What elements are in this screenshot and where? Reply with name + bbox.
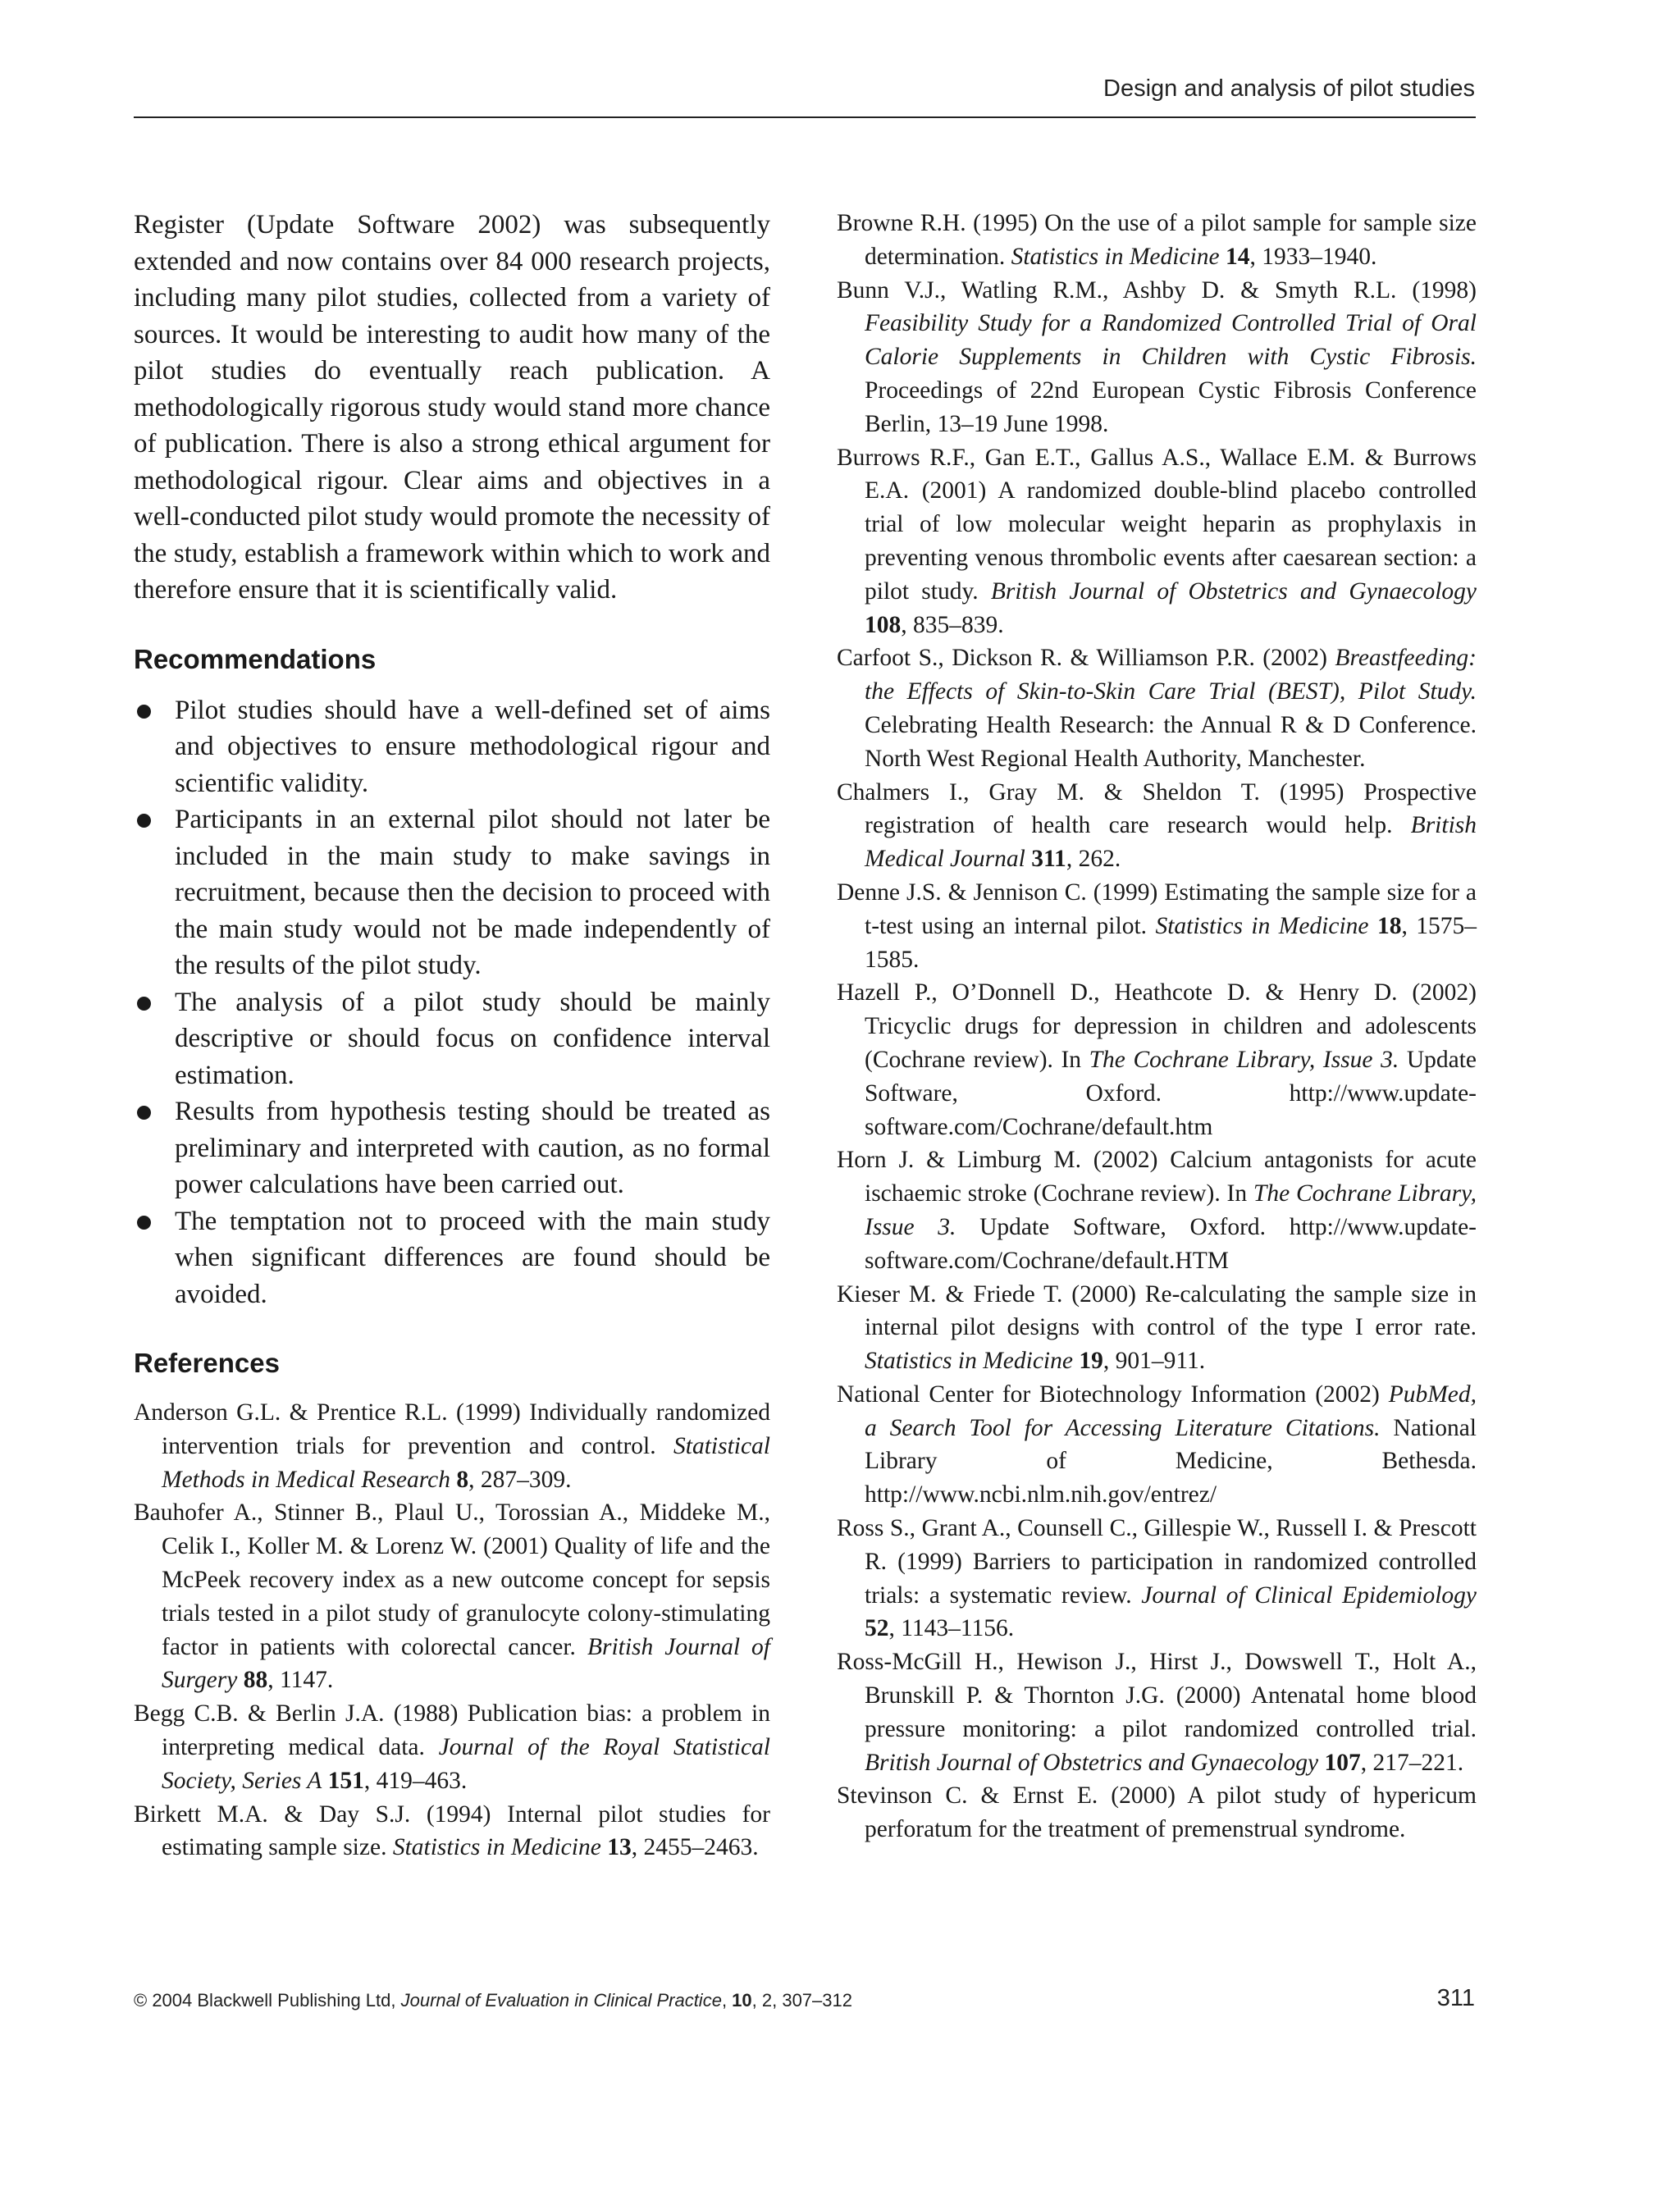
bullet-icon [137, 814, 151, 828]
footer-citation: © 2004 Blackwell Publishing Ltd, Journal of Evaluation in Clinical Practice, 10, 2, 307–312 [134, 1990, 852, 2010]
recommendation-item [134, 984, 770, 1094]
recommendation-item [134, 692, 770, 802]
reference-entry: Bunn V.J., Watling R.M., Ashby D. & Smyth R.L. (1998) Feasibility Study for a Randomized Controlled Trial of Oral Calorie Supplements in Children with Cystic Fibrosis. Proceedings of 22nd European Cystic Fibrosis Conference Berlin, 13–19 June 1998. [837, 276, 1477, 437]
reference-entry: Begg C.B. & Berlin J.A. (1988) Publication bias: a problem in interpreting medical data. Journal of the Royal Statistical Society, Series A 151, 419–463. [134, 1700, 770, 1794]
reference-entry: Ross S., Grant A., Counsell C., Gillespie W., Russell I. & Prescott R. (1999) Barriers to participation in randomized controlled trials: a systematic review. Journal of Clinical Epidemiology 52, 1143–1156. [837, 1515, 1477, 1642]
recommendation-item [134, 1093, 770, 1203]
reference-entry: Burrows R.F., Gan E.T., Gallus A.S., Wallace E.M. & Burrows E.A. (2001) A randomized double-blind placebo controlled trial of low molecular weight heparin as prophylaxis in preventing venous thrombolic events after caesarean section: a pilot study. British Journal of Obstetrics and Gynaecology 108, 835–839. [837, 444, 1477, 638]
running-title: Design and analysis of pilot studies [1103, 75, 1475, 102]
bullet-icon [137, 1216, 151, 1230]
bullet-icon [137, 705, 151, 719]
reference-entry: Ross-McGill H., Hewison J., Hirst J., Dowswell T., Holt A., Brunskill P. & Thornton J.G. (2000) Antenatal home blood pressure monitoring: a pilot randomized controlled trial. British Journal of Obstetrics and Gynaecology 107, 217–221. [837, 1649, 1477, 1776]
recommendation-text: The temptation not to proceed with the main study when significant differences are found should be avoided. [175, 1206, 770, 1309]
reference-entry: National Center for Biotechnology Information (2002) PubMed, a Search Tool for Accessing Literature Citations. National Library of Medicine, Bethesda. http://www.ncbi.nlm.nih.gov/entrez/ [837, 1381, 1477, 1508]
recommendation-item [134, 801, 770, 984]
reference-entry: Horn J. & Limburg M. (2002) Calcium antagonists for acute ischaemic stroke (Cochrane review). In The Cochrane Library, Issue 3. Update Software, Oxford. http://www.update-software.com/Cochrane/default.HTM [837, 1147, 1477, 1274]
reference-entry: Anderson G.L. & Prentice R.L. (1999) Individually randomized intervention trials for prevention and control. Statistical Methods in Medical Research 8, 287–309. [134, 1399, 770, 1493]
left-column [134, 207, 770, 1864]
reference-entry: Carfoot S., Dickson R. & Williamson P.R. (2002) Breastfeeding: the Effects of Skin-to-Skin Care Trial (BEST), Pilot Study. Celebrating Health Research: the Annual R & D Conference. North West Regional Health Authority, Manchester. [837, 645, 1477, 772]
reference-entry: Denne J.S. & Jennison C. (1999) Estimating the sample size for a t-test using an internal pilot. Statistics in Medicine 18, 1575–1585. [837, 879, 1477, 973]
recommendation-text: Participants in an external pilot should not later be included in the main study to make savings in recruitment, because then the decision to proceed with the main study would not be made independently of the results of the pilot study. [175, 805, 770, 980]
reference-entry: Kieser M. & Friede T. (2000) Re-calculating the sample size in internal pilot designs with control of the type I error rate. Statistics in Medicine 19, 901–911. [837, 1280, 1477, 1375]
bullet-icon [137, 1106, 151, 1120]
recommendation-text: The analysis of a pilot study should be mainly descriptive or should focus on confidence interval estimation. [175, 987, 770, 1090]
reference-entry: Hazell P., O’Donnell D., Heathcote D. & Henry D. (2002) Tricyclic drugs for depression in children and adolescents (Cochrane review). In The Cochrane Library, Issue 3. Update Software, Oxford. http://www.update-software.com/Cochrane/default.htm [837, 979, 1477, 1140]
recommendations-heading: Recommendations [134, 643, 377, 674]
bullet-icon [137, 997, 151, 1011]
recommendation-text: Pilot studies should have a well-defined set of aims and objectives to ensure methodological rigour and scientific validity. [175, 695, 770, 798]
header-rule [134, 116, 1476, 118]
intro-paragraph: Register (Update Software 2002) was subsequently extended and now contains over 84 000 research projects, including many pilot studies, collected from a variety of sources. It would be interesting to audit how many of the pilot studies do eventually reach publication. A methodologically rigorous study would stand more chance of publication. There is also a strong ethical argument for methodological rigour. Clear aims and objectives in a well-conducted pilot study would promote the necessity of the study, establish a framework within which to work and therefore ensure that it is scientifically valid. [134, 210, 770, 605]
references-heading: References [134, 1348, 280, 1378]
reference-entry: Bauhofer A., Stinner B., Plaul U., Torossian A., Middeke M., Celik I., Koller M. & Lorenz W. (2001) Quality of life and the McPeek recovery index as a new outcome concept for sepsis trials tested in a pilot study of granulocyte colony-stimulating factor in patients with colorectal cancer. British Journal of Surgery 88, 1147. [134, 1499, 770, 1694]
reference-entry: Browne R.H. (1995) On the use of a pilot sample for sample size determination. Statistics in Medicine 14, 1933–1940. [837, 210, 1477, 270]
recommendation-item [134, 1203, 770, 1313]
recommendations-list [134, 692, 770, 1313]
reference-entry: Stevinson C. & Ernst E. (2000) A pilot study of hypericum perforatum for the treatment of premenstrual syndrome. [837, 1782, 1477, 1843]
reference-entry: Birkett M.A. & Day S.J. (1994) Internal pilot studies for estimating sample size. Statistics in Medicine 13, 2455–2463. [134, 1801, 770, 1861]
recommendation-text: Results from hypothesis testing should be treated as preliminary and interpreted with caution, as no formal power calculations have been carried out. [175, 1097, 770, 1199]
right-column [837, 207, 1477, 1846]
reference-entry: Chalmers I., Gray M. & Sheldon T. (1995) Prospective registration of health care research would help. British Medical Journal 311, 262. [837, 778, 1477, 873]
page-number: 311 [1436, 1985, 1475, 2011]
